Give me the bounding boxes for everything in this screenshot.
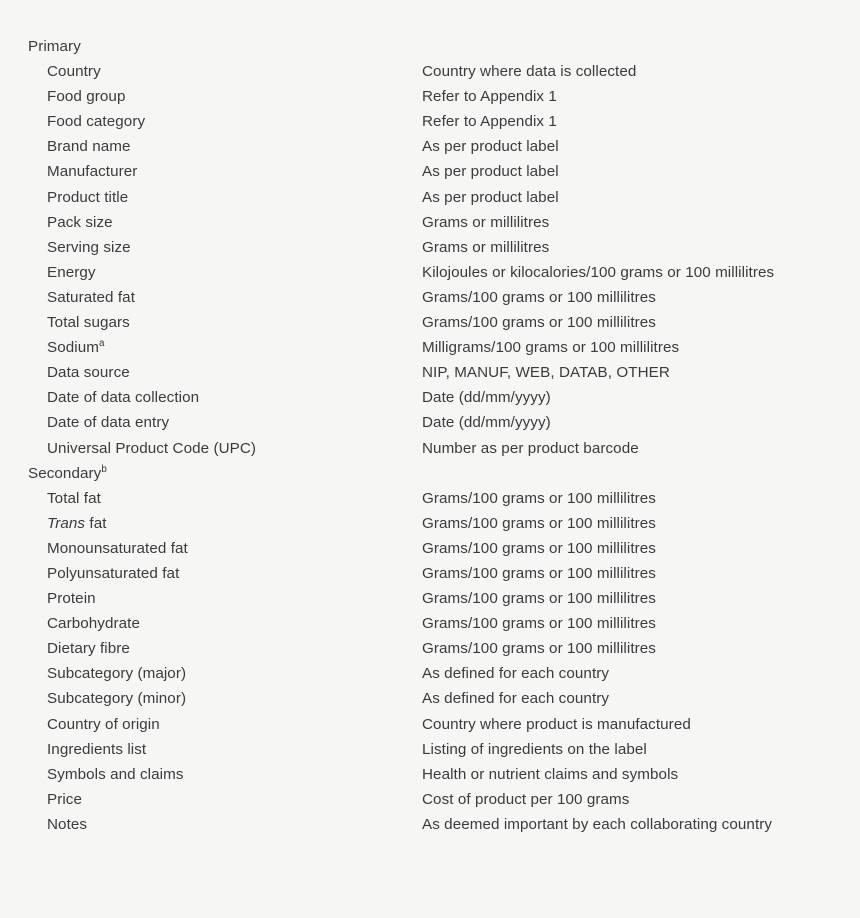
field-label-text: Data source (47, 364, 130, 382)
field-description: Refer to Appendix 1 (422, 113, 557, 131)
field-label (0, 636, 422, 661)
field-description: As defined for each country (422, 665, 610, 683)
section-heading-label (0, 34, 422, 59)
field-label (0, 59, 422, 84)
field-label (0, 410, 422, 435)
field-list (0, 34, 860, 837)
field-label-text: Country of origin (47, 715, 160, 733)
field-description: Number as per product barcode (422, 439, 639, 457)
field-label-text: Symbols and claims (47, 765, 184, 783)
field-row (0, 812, 860, 837)
field-description: Cost of product per 100 grams (422, 790, 630, 808)
field-row (0, 686, 860, 711)
field-label (0, 561, 422, 586)
field-description: Grams/100 grams or 100 millilitres (422, 314, 656, 332)
field-label (0, 762, 422, 787)
field-description: Health or nutrient claims and symbols (422, 765, 679, 783)
field-description: Grams/100 grams or 100 millilitres (422, 514, 656, 532)
field-description: Grams/100 grams or 100 millilitres (422, 539, 656, 557)
field-row (0, 737, 860, 762)
field-label (0, 385, 422, 410)
field-description: Grams or millilitres (422, 238, 550, 256)
field-row (0, 385, 860, 410)
field-row (0, 536, 860, 561)
field-description: Country where data is collected (422, 63, 637, 81)
field-description: As per product label (422, 138, 559, 156)
field-row (0, 611, 860, 636)
field-label (0, 586, 422, 611)
field-row (0, 561, 860, 586)
field-label (0, 109, 422, 134)
field-label (0, 436, 422, 461)
field-label (0, 185, 422, 210)
field-row (0, 436, 860, 461)
field-label (0, 536, 422, 561)
field-row (0, 59, 860, 84)
field-label (0, 486, 422, 511)
footnote-marker: a (98, 338, 105, 350)
field-label-text: Total fat (47, 489, 101, 507)
field-description: NIP, MANUF, WEB, DATAB, OTHER (422, 364, 670, 382)
field-row (0, 486, 860, 511)
field-description: Kilojoules or kilocalories/100 grams or 100 millilitres (422, 263, 775, 281)
field-label (0, 712, 422, 737)
field-label (0, 235, 422, 260)
field-label-text: Date of data entry (47, 414, 170, 432)
field-description: Grams/100 grams or 100 millilitres (422, 489, 656, 507)
field-label (0, 611, 422, 636)
field-row (0, 310, 860, 335)
field-label-text: Carbohydrate (47, 615, 140, 633)
field-label-text: Food group (47, 88, 126, 106)
field-label-text: Polyunsaturated fat (47, 564, 180, 582)
field-label (0, 737, 422, 762)
field-label-text: Brand name (47, 138, 131, 156)
field-description: As per product label (422, 163, 559, 181)
field-row (0, 210, 860, 235)
field-row (0, 335, 860, 360)
field-label-text: Manufacturer (47, 163, 138, 181)
field-row (0, 712, 860, 737)
field-row (0, 285, 860, 310)
field-label (0, 84, 422, 109)
field-label (0, 310, 422, 335)
field-label-text: Food category (47, 113, 146, 131)
field-row (0, 636, 860, 661)
field-description: Grams/100 grams or 100 millilitres (422, 615, 656, 633)
field-label-text: Notes (47, 815, 88, 833)
field-label-text: Monounsaturated fat (47, 539, 188, 557)
field-description: Date (dd/mm/yyyy) (422, 414, 551, 432)
field-row (0, 159, 860, 184)
section-heading-row (0, 461, 860, 486)
field-label-text: Subcategory (minor) (47, 690, 187, 708)
field-label (0, 159, 422, 184)
field-description: As per product label (422, 188, 559, 206)
field-label-text: Primary (28, 38, 81, 55)
field-label-text: Total sugars (47, 314, 130, 332)
field-description: Date (dd/mm/yyyy) (422, 389, 551, 407)
field-row (0, 134, 860, 159)
field-description: Grams/100 grams or 100 millilitres (422, 640, 656, 658)
field-description: Grams/100 grams or 100 millilitres (422, 590, 656, 608)
field-label (0, 511, 422, 536)
field-description: Grams/100 grams or 100 millilitres (422, 564, 656, 582)
field-label (0, 686, 422, 711)
field-label-text: Energy (47, 263, 96, 281)
section-heading-row (0, 34, 860, 59)
field-description: Country where product is manufactured (422, 715, 691, 733)
field-label-text: Sodium (47, 339, 99, 357)
field-label (0, 210, 422, 235)
field-row (0, 511, 860, 536)
field-description: As defined for each country (422, 690, 610, 708)
field-row (0, 661, 860, 686)
field-label-text: Ingredients list (47, 740, 147, 758)
field-description: Listing of ingredients on the label (422, 740, 647, 758)
field-label (0, 787, 422, 812)
field-label-italic-term: Trans (47, 514, 86, 532)
field-description: Grams/100 grams or 100 millilitres (422, 288, 656, 306)
field-label-text: Universal Product Code (UPC) (47, 439, 257, 457)
field-row (0, 360, 860, 385)
field-label-text: Date of data collection (47, 389, 200, 407)
field-label (0, 661, 422, 686)
field-label-text: Country (47, 63, 101, 81)
field-label-text: fat (85, 514, 107, 532)
field-row (0, 185, 860, 210)
field-label-text: Price (47, 790, 83, 808)
field-row (0, 586, 860, 611)
field-label (0, 134, 422, 159)
field-label-text: Protein (47, 590, 96, 608)
footnote-marker: b (101, 463, 107, 475)
field-label-text: Dietary fibre (47, 640, 130, 658)
field-label (0, 360, 422, 385)
field-row (0, 84, 860, 109)
field-label-text: Serving size (47, 238, 131, 256)
field-label-text: Subcategory (major) (47, 665, 187, 683)
field-row (0, 109, 860, 134)
field-description: Milligrams/100 grams or 100 millilitres (422, 339, 680, 357)
field-row (0, 762, 860, 787)
field-row (0, 260, 860, 285)
field-label (0, 335, 422, 360)
field-label (0, 260, 422, 285)
field-label-text: Saturated fat (47, 288, 136, 306)
field-description: Refer to Appendix 1 (422, 88, 557, 106)
field-row (0, 787, 860, 812)
field-row (0, 410, 860, 435)
field-description: Grams or millilitres (422, 213, 550, 231)
field-label-text: Pack size (47, 213, 113, 231)
field-label (0, 812, 422, 837)
field-label-text: Secondary (28, 464, 102, 482)
field-label-text: Product title (47, 188, 129, 206)
field-row (0, 235, 860, 260)
field-label (0, 285, 422, 310)
field-description: As deemed important by each collaborating country (422, 815, 773, 833)
section-heading-label (0, 461, 422, 486)
